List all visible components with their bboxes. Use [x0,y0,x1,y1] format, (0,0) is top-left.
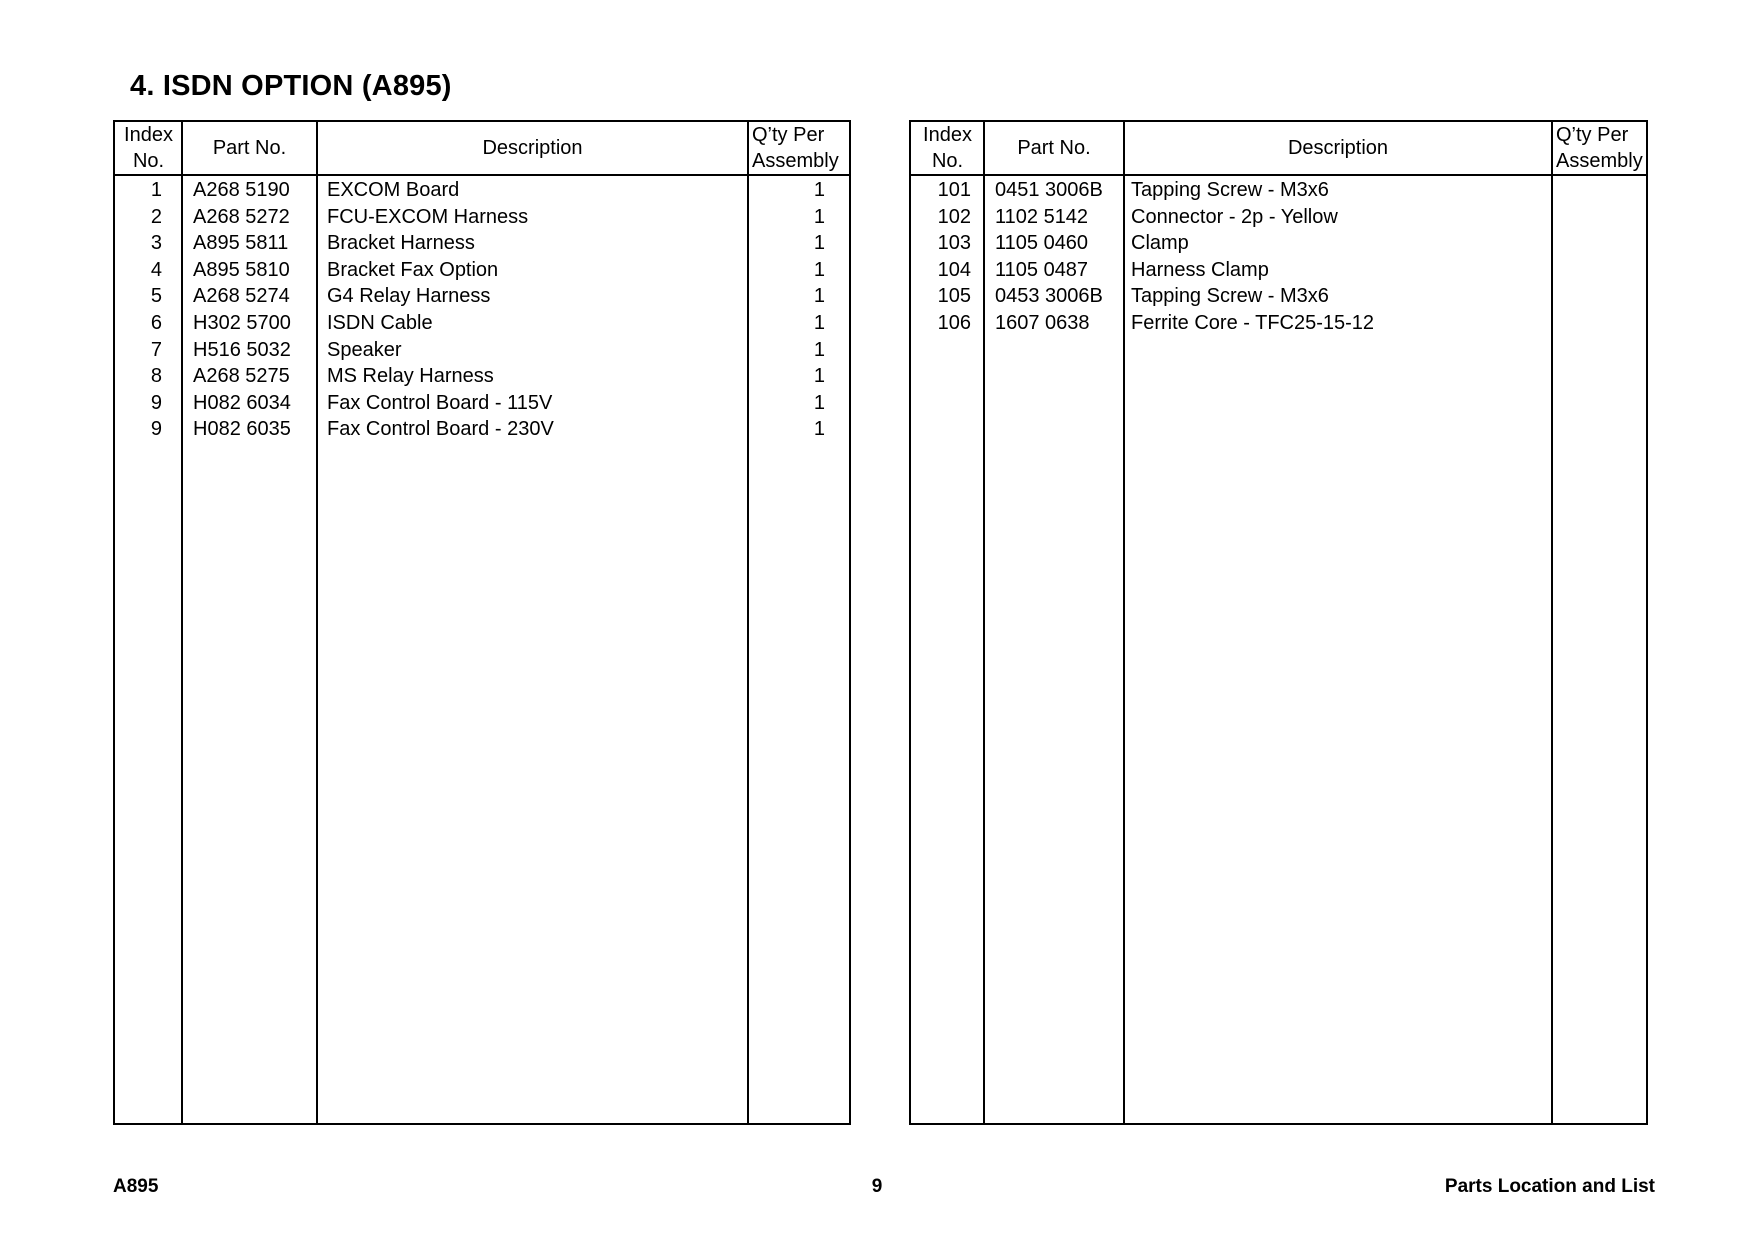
qty-cell: 1 [813,418,825,441]
index-cell: 8 [150,365,162,388]
qty-cell: 1 [813,285,825,308]
footer-section: Parts Location and List [1444,1176,1655,1197]
description-cell: Bracket Fax Option [327,258,499,281]
table-row [115,283,849,310]
part-no-cell: 1607 0638 [995,311,1090,334]
index-cell: 3 [150,232,162,255]
table-row [115,337,849,364]
part-no-cell: H082 6034 [193,391,291,414]
description-cell: Connector - 2p - Yellow [1131,205,1338,228]
part-no-cell: 0451 3006B [995,179,1103,201]
table-row [911,230,1646,257]
header-part-no: Part No. [1017,137,1091,159]
part-no-cell: A268 5274 [193,285,290,308]
part-no-cell: A895 5810 [193,258,290,281]
part-no-cell: H516 5032 [193,338,291,361]
qty-cell: 1 [813,258,825,281]
index-cell: 7 [150,338,162,361]
description-cell: MS Relay Harness [327,365,494,388]
description-cell: Bracket Harness [327,232,475,255]
header-no-label: No. [931,150,964,172]
index-cell: 106 [937,311,971,334]
table-body-left [115,177,849,443]
index-cell: 6 [150,311,162,334]
description-cell: FCU-EXCOM Harness [327,205,529,228]
index-cell: 102 [937,205,971,228]
header-assembly-label: Assembly [752,150,839,172]
header-assembly-label: Assembly [1556,150,1643,172]
header-qty-label: Q’ty Per [1556,124,1629,146]
qty-cell: 1 [813,232,825,255]
table-row [911,310,1646,337]
qty-cell: 1 [813,205,825,228]
part-no-cell: A268 5272 [193,205,290,228]
description-cell: Harness Clamp [1131,258,1269,281]
header-description: Description [482,137,583,159]
qty-cell: 1 [813,338,825,361]
description-cell: Fax Control Board - 230V [327,418,554,441]
qty-cell: 1 [813,391,825,414]
header-qty-label: Q’ty Per [752,124,825,146]
table-row [911,204,1646,231]
index-cell: 5 [150,285,162,308]
index-cell: 105 [937,285,971,308]
part-no-cell: 1105 0487 [995,258,1089,281]
header-index-no [911,122,984,174]
table-row [911,177,1646,204]
header-qty-per-assembly [748,122,850,174]
qty-cell: 1 [813,179,825,201]
index-cell: 104 [937,258,971,281]
table-row [115,390,849,417]
part-no-cell: 1102 5142 [995,205,1089,228]
part-no-cell: A268 5190 [193,179,290,201]
header-index-no [115,122,182,174]
qty-cell: 1 [813,311,825,334]
qty-cell: 1 [813,365,825,388]
part-no-cell: H082 6035 [193,418,291,441]
table-row [115,230,849,257]
header-no-label: No. [132,150,165,172]
table-row [911,283,1646,310]
table-row [115,416,849,443]
description-cell: Speaker [327,338,402,361]
table-body-right [911,177,1646,337]
part-no-cell: H302 5700 [193,311,291,334]
description-cell: Tapping Screw - M3x6 [1131,285,1329,308]
header-part-no: Part No. [212,137,287,159]
index-cell: 9 [150,418,162,441]
description-cell: G4 Relay Harness [327,285,491,308]
index-cell: 2 [150,205,162,228]
footer-model: A895 [113,1176,159,1197]
part-no-cell: A895 5811 [193,232,289,255]
part-no-cell: 0453 3006B [995,285,1103,308]
table-row [115,204,849,231]
header-description: Description [1287,137,1389,159]
header-index-label: Index [923,124,972,146]
parts-table-left [113,120,851,1125]
part-no-cell: 1105 0460 [995,232,1089,255]
description-cell: ISDN Cable [327,311,433,334]
description-cell: Tapping Screw - M3x6 [1131,179,1329,201]
table-row [115,177,849,204]
footer-page-number: 9 [871,1176,883,1197]
description-cell: Fax Control Board - 115V [327,391,553,414]
part-no-cell: A268 5275 [193,365,290,388]
index-cell: 1 [150,179,162,201]
table-row [115,310,849,337]
index-cell: 4 [150,258,162,281]
header-divider [911,174,1646,176]
header-divider [115,174,849,176]
header-index-label: Index [124,124,173,146]
description-cell: Clamp [1131,232,1189,255]
parts-table-right [909,120,1648,1125]
header-qty-per-assembly [1552,122,1647,174]
page-title: 4. ISDN OPTION (A895) [130,70,452,102]
table-row [115,257,849,284]
index-cell: 103 [937,232,971,255]
index-cell: 9 [150,391,162,414]
table-row [115,363,849,390]
index-cell: 101 [937,179,971,201]
table-row [911,257,1646,284]
description-cell: Ferrite Core - TFC25-15-12 [1131,311,1375,334]
description-cell: EXCOM Board [327,179,460,201]
